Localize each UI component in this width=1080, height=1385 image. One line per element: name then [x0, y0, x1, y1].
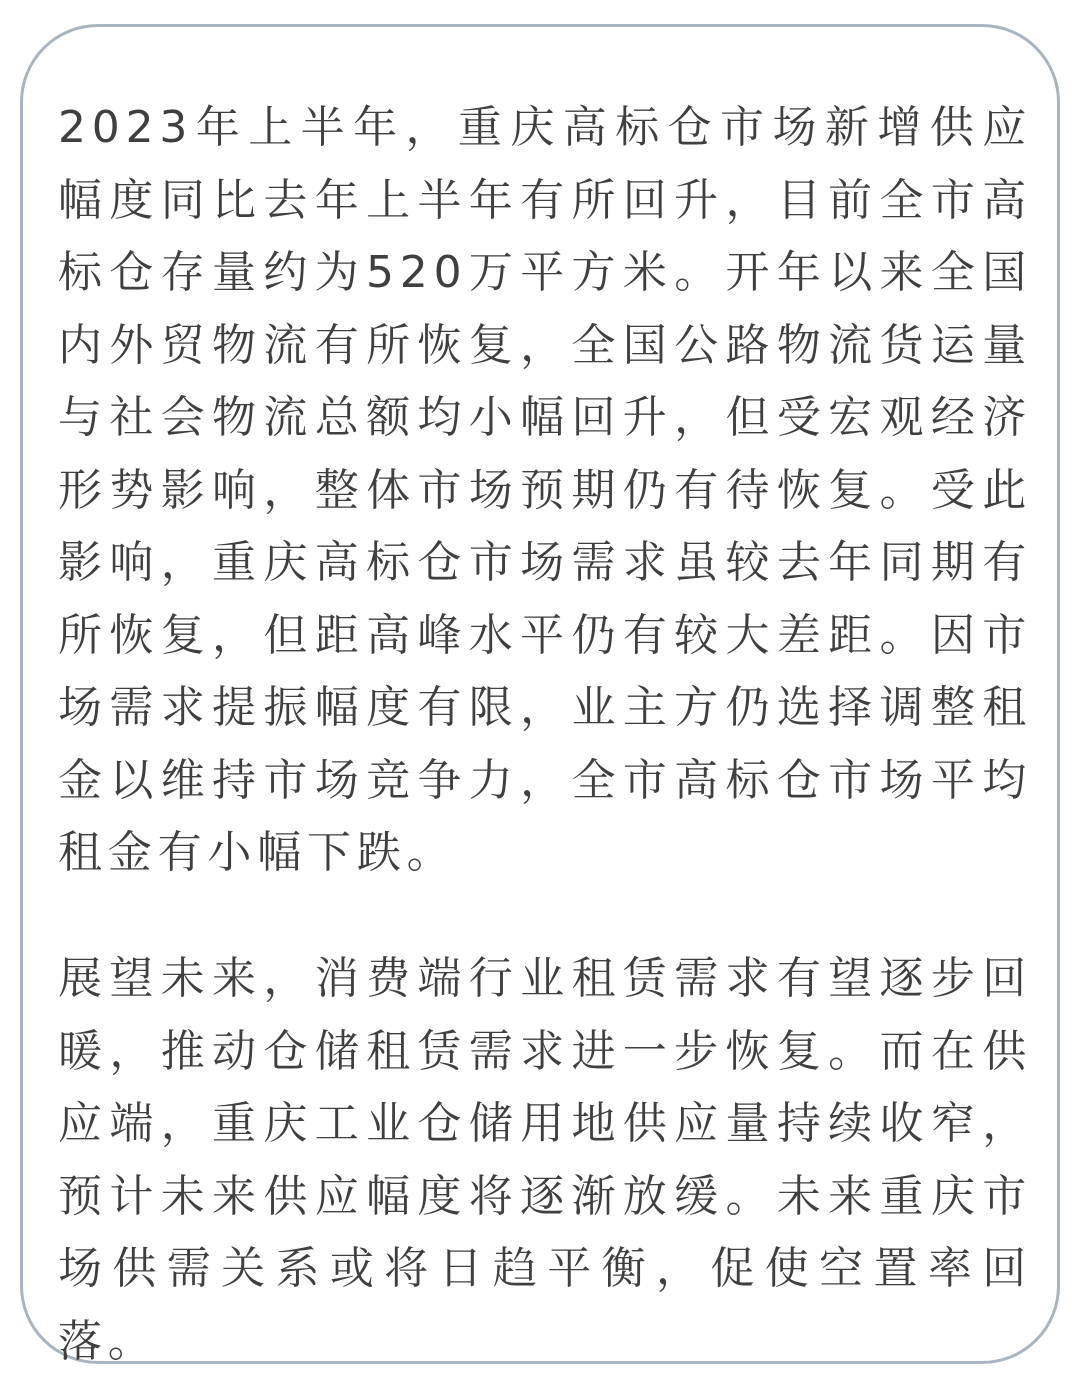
article-paragraph-2: 展望未来，消费端行业租赁需求有望逐步回暖，推动仓储租赁需求进一步恢复。而在供应端，重庆工业仓储用地供应量持续收窄，预计未来供应幅度将逐渐放缓。未来重庆市场供需关系或将日趋平衡，促使空置率回落。 [58, 953, 1032, 1367]
article-paragraph-1: 2023年上半年，重庆高标仓市场新增供应幅度同比去年上半年有所回升，目前全市高标仓存量约为520万平方米。开年以来全国内外贸物流有所恢复，全国公路物流货运量与社会物流总额均小幅回升，但受宏观经济形势影响，整体市场预期仍有待恢复。受此影响，重庆高标仓市场需求虽较去年同期有所恢复，但距高峰水平仍有较大差距。因市场需求提振幅度有限，业主方仍选择调整租金以维持市场竞争力，全市高标仓市场平均租金有小幅下跌。 [58, 102, 1032, 878]
